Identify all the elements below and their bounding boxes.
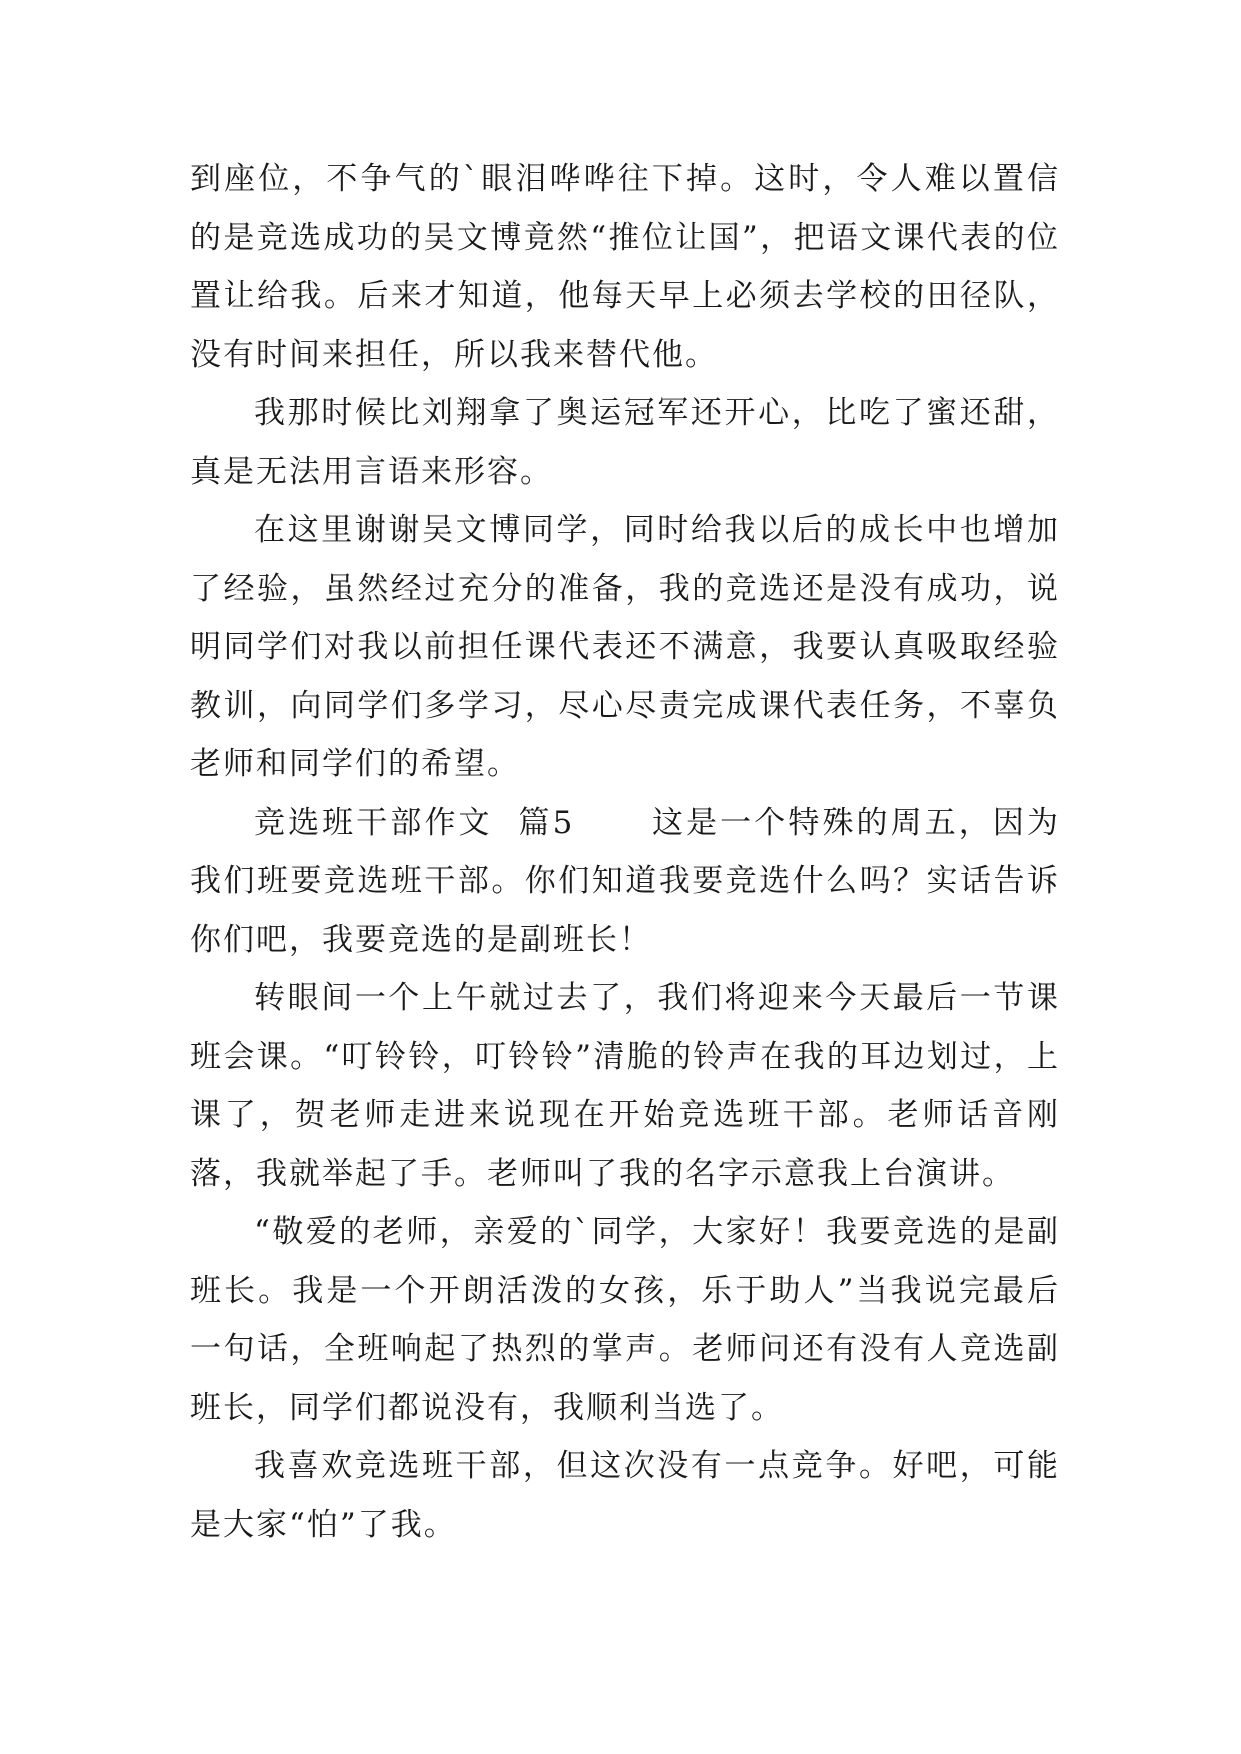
paragraph: 我那时候比刘翔拿了奥运冠军还开心，比吃了蜜还甜，真是无法用言语来形容。 [190, 395, 1060, 490]
paragraph: 到座位，不争气的`眼泪哗哗往下掉。这时，令人难以置信的是竞选成功的吴文博竟然“推位让国”，把语文课代表的位置让给我。后来才知道，他每天早上必须去学校的田径队，没有时间来担任，所以我来替代他。 [190, 161, 1060, 373]
paragraph: “敬爱的老师，亲爱的`同学，大家好！我要竞选的是副班长。我是一个开朗活泼的女孩，乐于助人”当我说完最后一句话，全班响起了热烈的掌声。老师问还有没有人竞选副班长，同学们都说没有，我顺利当选了。 [190, 1214, 1060, 1426]
document-body [190, 150, 1060, 1554]
paragraph: 转眼间一个上午就过去了，我们将迎来今天最后一节课班会课。“叮铃铃，叮铃铃”清脆的铃声在我的耳边划过，上课了，贺老师走进来说现在开始竞选班干部。老师话音刚落，我就举起了手。老师叫了我的名字示意我上台演讲。 [190, 980, 1060, 1192]
paragraph: 我喜欢竞选班干部，但这次没有一点竞争。好吧，可能是大家“怕”了我。 [190, 1448, 1060, 1543]
paragraph: 在这里谢谢吴文博同学，同时给我以后的成长中也增加了经验，虽然经过充分的准备，我的竞选还是没有成功，说明同学们对我以前担任课代表还不满意，我要认真吸取经验教训，向同学们多学习，尽心尽责完成课代表任务，不辜负老师和同学们的希望。 [190, 512, 1060, 782]
paragraph-heading-section-5: 竞选班干部作文 篇5 这是一个特殊的周五，因为我们班要竞选班干部。你们知道我要竞选什么吗？实话告诉你们吧，我要竞选的是副班长！ [190, 804, 1060, 958]
